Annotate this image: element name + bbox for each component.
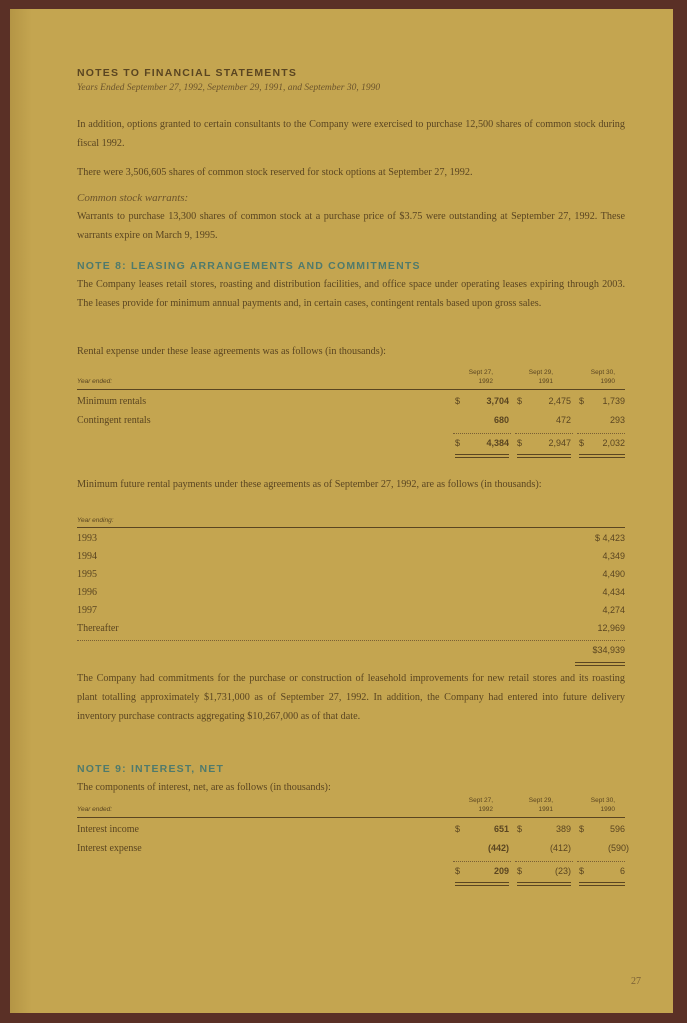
table-total-row: $ 209 $ (23) $ 6 xyxy=(455,866,625,876)
table-rule xyxy=(77,527,625,528)
year-ended-label: Year ended: xyxy=(77,806,113,813)
table-rule xyxy=(77,817,625,818)
table-row: Interest income $ 651 $ 389 $ 596 xyxy=(77,824,625,835)
table-row: 1997 4,274 xyxy=(77,605,625,616)
double-underline xyxy=(455,454,509,458)
year-ended-label: Year ended: xyxy=(77,378,113,385)
double-underline xyxy=(579,882,625,886)
subtotal-rule xyxy=(77,640,625,641)
double-underline xyxy=(517,882,571,886)
paragraph-options-granted: In addition, options granted to certain consultants to the Company were exercised to purchase 12,500 shares of common stock during fiscal 1992. xyxy=(77,119,625,149)
table-row: Minimum rentals $ 3,704 $ 2,475 $ 1,739 xyxy=(77,396,625,407)
table-row: Interest expense (442) (412) (590) xyxy=(77,843,629,854)
table-row: Contingent rentals 680 472 293 xyxy=(77,415,625,426)
subtotal-rule xyxy=(515,433,573,434)
subtotal-rule xyxy=(453,861,511,862)
subtotal-rule xyxy=(515,861,573,862)
double-underline xyxy=(517,454,571,458)
column-header: Sept 30, 1990 xyxy=(590,369,615,385)
column-header: Sept 30, 1990 xyxy=(590,797,615,813)
double-underline xyxy=(455,882,509,886)
paragraph-rental-expense: Rental expense under these lease agreements was as follows (in thousands): xyxy=(77,346,386,357)
binding-shadow xyxy=(10,9,32,1013)
table-row: Thereafter 12,969 xyxy=(77,623,625,634)
paragraph-commitments: The Company had commitments for the purchase or construction of leasehold improvements for new retail stores and its roasting plant totalling approximately $1,731,000 as of September 27, 1992. In addition, the Company had entered into future delivery inventory purchase contracts aggregating $10,267,000 as of that date. xyxy=(77,673,625,722)
table-row: 1995 4,490 xyxy=(77,569,625,580)
paragraph-leasing: The Company leases retail stores, roasting and distribution facilities, and office space under operating leases expiring through 2003. The leases provide for minimum annual payments and, in certain cases, contingent rentals based upon gross sales. xyxy=(77,279,625,309)
paragraph-warrants: Warrants to purchase 13,300 shares of common stock at a purchase price of $3.75 were outstanding at September 27, 1992. These warrants expire on March 9, 1995. xyxy=(77,211,625,241)
note-9-title: NOTE 9: INTEREST, NET xyxy=(77,763,225,775)
subtotal-rule xyxy=(577,433,625,434)
column-header: Sept 29, 1991 xyxy=(528,369,553,385)
common-stock-warrants-heading: Common stock warrants: xyxy=(77,192,189,204)
table-row: 1993 $ 4,423 xyxy=(77,533,625,544)
table-total-row: $ 4,384 $ 2,947 $ 2,032 xyxy=(455,438,625,448)
note-8-title: NOTE 8: LEASING ARRANGEMENTS AND COMMITMENTS xyxy=(77,260,421,272)
paragraph-shares-reserved: There were 3,506,605 shares of common stock reserved for stock options at September 27, 1992. xyxy=(77,167,473,178)
table-row: 1994 4,349 xyxy=(77,551,625,562)
document-page xyxy=(10,9,673,1013)
double-underline xyxy=(579,454,625,458)
section-title: NOTES TO FINANCIAL STATEMENTS xyxy=(77,67,298,79)
table-row: 1996 4,434 xyxy=(77,587,625,598)
subtotal-rule xyxy=(577,861,625,862)
subtotal-rule xyxy=(453,433,511,434)
paragraph-interest: The components of interest, net, are as follows (in thousands): xyxy=(77,782,331,793)
page-number: 27 xyxy=(631,976,641,987)
column-header: Sept 27, 1992 xyxy=(468,369,493,385)
table-total-row: $34,939 xyxy=(592,645,625,655)
table-rule xyxy=(77,389,625,390)
column-header: Sept 29, 1991 xyxy=(528,797,553,813)
section-subtitle: Years Ended September 27, 1992, September 29, 1991, and September 30, 1990 xyxy=(77,83,381,93)
column-header: Sept 27, 1992 xyxy=(468,797,493,813)
year-ending-label: Year ending: xyxy=(77,517,114,524)
double-underline xyxy=(575,662,625,666)
paragraph-minimum-future: Minimum future rental payments under these agreements as of September 27, 1992, are as follows (in thousands): xyxy=(77,479,542,490)
